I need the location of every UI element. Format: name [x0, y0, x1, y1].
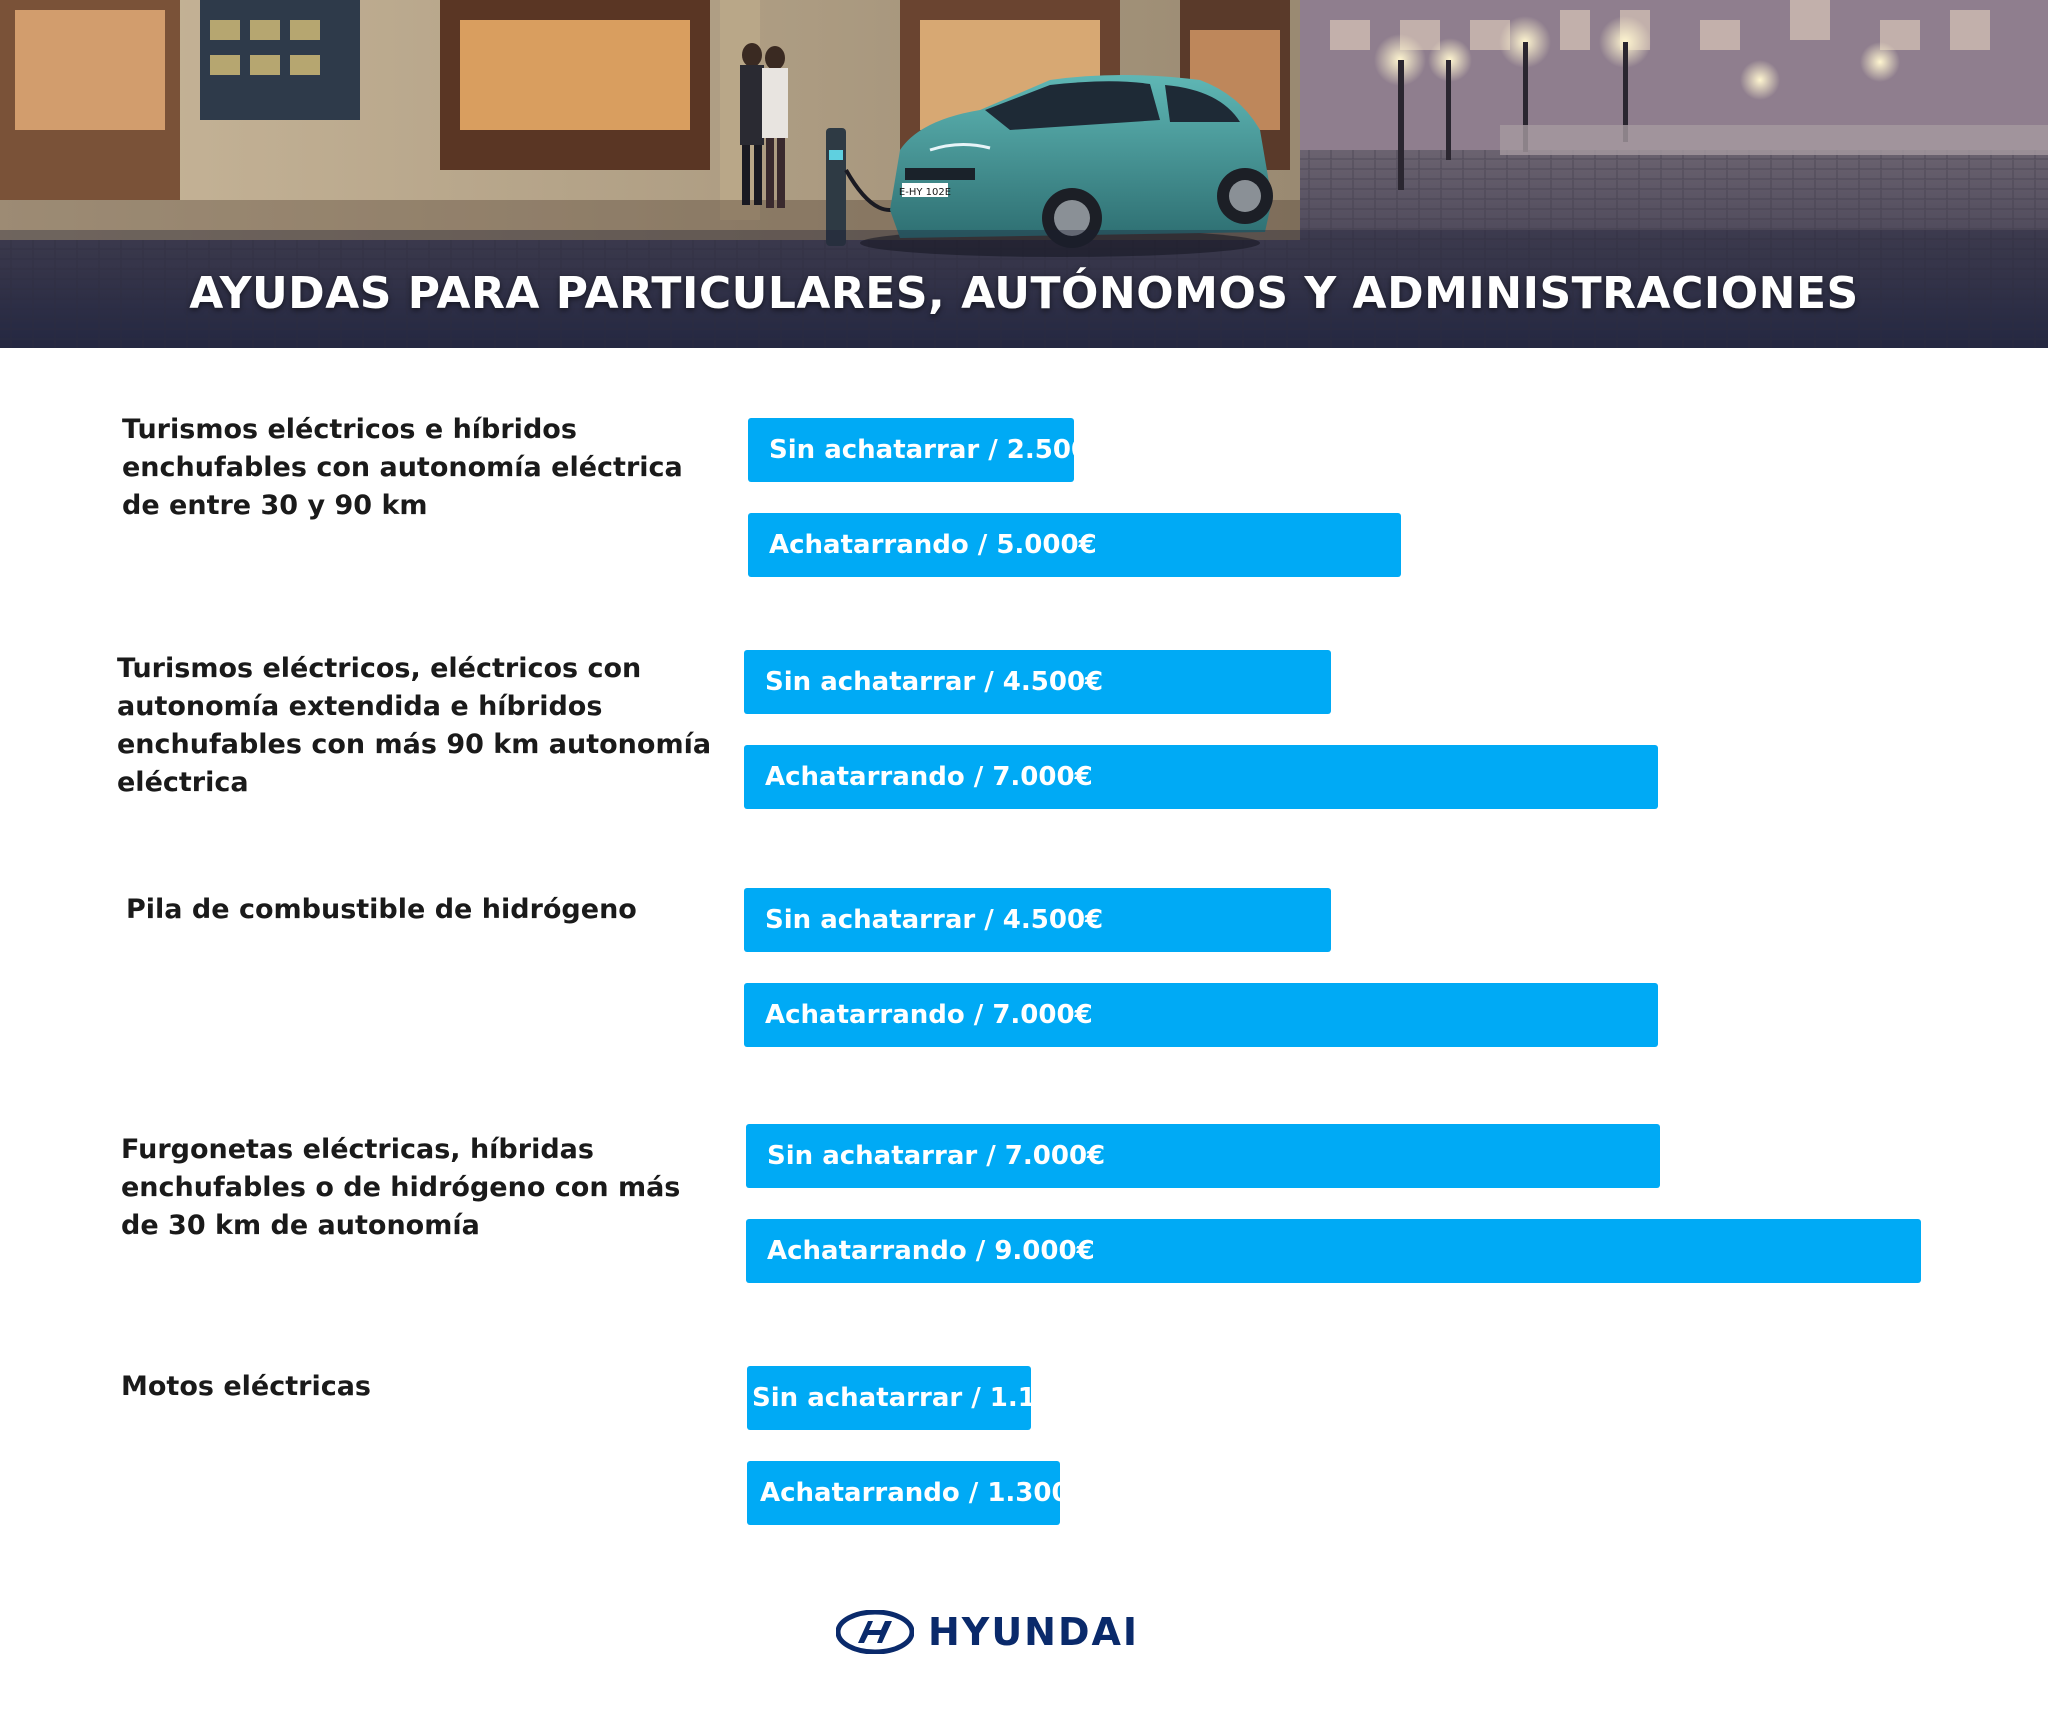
bar-achatarrando: Achatarrando / 7.000€: [744, 983, 1658, 1047]
category-label: Turismos eléctricos e híbridos enchufables con autonomía eléctrica de entre 30 y 90 km: [122, 414, 683, 521]
bar-sin-achatarrar: Sin achatarrar / 7.000€: [746, 1124, 1660, 1188]
bar-sin-achatarrar: Sin achatarrar / 4.500€: [744, 650, 1331, 714]
bar-achatarrando: Achatarrando / 5.000€: [748, 513, 1401, 577]
hero-banner: [0, 0, 2048, 348]
brand-name: HYUNDAI: [928, 1610, 1140, 1654]
bar-achatarrando: Achatarrando / 9.000€: [746, 1219, 1921, 1283]
bar-achatarrando: Achatarrando / 1.300€: [747, 1461, 1060, 1525]
bar-achatarrando: Achatarrando / 7.000€: [744, 745, 1658, 809]
category-label: Pila de combustible de hidrógeno: [126, 894, 637, 925]
bar-sin-achatarrar: Sin achatarrar / 4.500€: [744, 888, 1331, 952]
category-label: Motos eléctricas: [121, 1371, 372, 1402]
page-title: AYUDAS PARA PARTICULARES, AUTÓNOMOS Y ADMINISTRACIONES: [189, 268, 1859, 319]
category-label: Turismos eléctricos, eléctricos con autonomía extendida e híbridos enchufables con más 90 km autonomía eléctrica: [117, 653, 712, 798]
license-plate: E-HY 102E: [898, 187, 952, 198]
category-label: Furgonetas eléctricas, híbridas enchufables o de hidrógeno con más de 30 km de autonomía: [121, 1134, 681, 1241]
hyundai-emblem-icon: [836, 1610, 914, 1654]
hyundai-logo: [836, 1608, 1139, 1656]
bar-sin-achatarrar: Sin achatarrar / 1.100€: [747, 1366, 1031, 1430]
bar-sin-achatarrar: Sin achatarrar / 2.500€: [748, 418, 1074, 482]
